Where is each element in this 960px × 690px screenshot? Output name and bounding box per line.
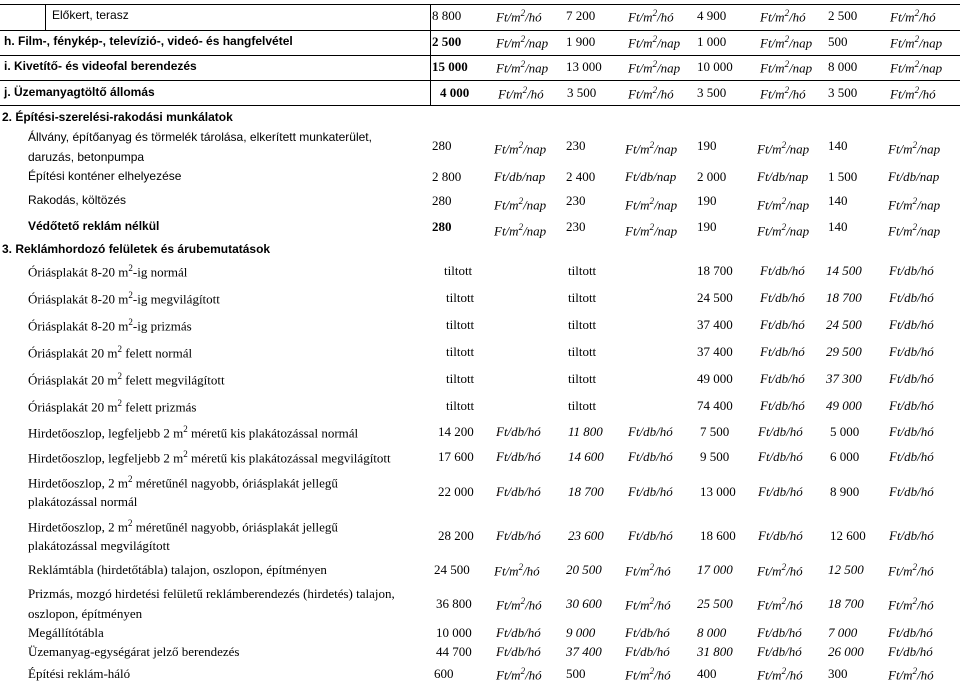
price-value: tiltott bbox=[444, 263, 473, 278]
table-border bbox=[45, 4, 46, 30]
table-border bbox=[0, 30, 960, 31]
price-value: tiltott bbox=[568, 317, 597, 332]
price-value: 2 500 bbox=[432, 34, 462, 49]
price-value: 24 500 bbox=[826, 317, 862, 332]
price-value: 230 bbox=[566, 193, 586, 208]
price-value: 280 bbox=[432, 219, 452, 234]
price-value: 36 800 bbox=[436, 596, 472, 611]
price-unit: Ft/db/hó bbox=[889, 371, 934, 386]
price-value: tiltott bbox=[446, 290, 475, 305]
price-value: 8 000 bbox=[828, 59, 858, 74]
price-value: 11 800 bbox=[568, 424, 603, 439]
price-value: 18 700 bbox=[697, 263, 733, 278]
table-border bbox=[0, 4, 960, 5]
price-unit: $Ft/m^2$/nap bbox=[890, 34, 943, 51]
price-value: 23 600 bbox=[568, 528, 604, 543]
price-value: 17 600 bbox=[438, 449, 474, 464]
price-value: tiltott bbox=[568, 290, 597, 305]
price-unit: $Ft/m^2$/nap bbox=[494, 140, 547, 157]
price-unit: $Ft/m^2/hó$ bbox=[757, 562, 803, 579]
price-value: tiltott bbox=[568, 371, 597, 386]
price-unit: Ft/db/hó bbox=[496, 484, 541, 499]
price-value: 7 000 bbox=[828, 625, 858, 640]
price-unit: $Ft/m^2/hó$ bbox=[625, 666, 671, 683]
price-value: 14 500 bbox=[826, 263, 862, 278]
price-value: 7 200 bbox=[566, 8, 596, 23]
price-unit: Ft/db/hó bbox=[757, 644, 802, 659]
price-unit: $Ft/m^2/hó$ bbox=[494, 562, 540, 579]
price-value: 280 bbox=[432, 193, 452, 208]
price-value: 26 000 bbox=[828, 644, 864, 659]
price-unit: $Ft/m^2/hó$ bbox=[890, 85, 936, 102]
price-value: tiltott bbox=[446, 317, 475, 332]
table-border bbox=[0, 80, 960, 81]
price-unit: $Ft/m^2$/nap bbox=[494, 222, 547, 239]
row-label: Óriásplakát 8-20 $m^2-ig$ normál bbox=[28, 263, 188, 280]
price-unit: Ft/db/hó bbox=[889, 424, 934, 439]
table-border bbox=[0, 55, 960, 56]
price-unit: Ft/db/hó bbox=[889, 398, 934, 413]
price-unit: $Ft/m^2/hó$ bbox=[760, 85, 806, 102]
price-unit: $Ft/m^2$/nap bbox=[888, 222, 941, 239]
price-unit: $Ft/m^2/hó$ bbox=[625, 596, 671, 613]
price-unit: $Ft/m^2/hó$ bbox=[757, 666, 803, 683]
price-unit: Ft/db/hó bbox=[889, 263, 934, 278]
row-label: Megállítótábla bbox=[28, 625, 104, 640]
price-value: 12 500 bbox=[828, 562, 864, 577]
price-value: 13 000 bbox=[566, 59, 602, 74]
price-unit: $Ft/m^2/hó$ bbox=[498, 85, 544, 102]
price-value: 4 900 bbox=[697, 8, 727, 23]
price-value: 4 000 bbox=[440, 85, 470, 100]
price-unit: $Ft/m^2/hó$ bbox=[496, 596, 542, 613]
price-unit: Ft/db/hó bbox=[758, 528, 803, 543]
row-label: plakátozással megvilágított bbox=[28, 538, 170, 553]
price-value: tiltott bbox=[446, 344, 475, 359]
price-unit: Ft/db/hó bbox=[758, 449, 803, 464]
price-value: 1 900 bbox=[566, 34, 596, 49]
price-value: 600 bbox=[434, 666, 454, 681]
price-value: 31 800 bbox=[697, 644, 733, 659]
row-label: Építési konténer elhelyezése bbox=[28, 169, 182, 183]
price-value: 37 400 bbox=[697, 344, 733, 359]
price-unit: $Ft/m^2$/nap bbox=[496, 34, 549, 51]
price-unit: $Ft/m^2/hó$ bbox=[628, 85, 674, 102]
row-label: plakátozással normál bbox=[28, 494, 138, 509]
price-unit: Ft/db/nap bbox=[494, 169, 546, 184]
price-value: 9 500 bbox=[700, 449, 730, 464]
price-value: 10 000 bbox=[436, 625, 472, 640]
price-value: 6 000 bbox=[830, 449, 860, 464]
price-value: 74 400 bbox=[697, 398, 733, 413]
price-unit: Ft/db/hó bbox=[889, 484, 934, 499]
row-label: h. Film-, fénykép‑, televízió-, videó- és hangfelvétel bbox=[4, 34, 293, 48]
row-label: Hirdetőoszlop, 2 $m^2$ méretűnél nagyobb, óriásplakát jellegű bbox=[28, 518, 338, 535]
price-unit: $Ft/m^2$/nap bbox=[760, 34, 813, 51]
price-unit: $Ft/m^2/hó$ bbox=[625, 562, 671, 579]
price-unit: $Ft/m^2/hó$ bbox=[496, 8, 542, 25]
price-unit: $Ft/m^2/hó$ bbox=[888, 596, 934, 613]
price-unit: Ft/db/nap bbox=[888, 169, 940, 184]
price-unit: Ft/db/hó bbox=[888, 625, 933, 640]
price-value: 500 bbox=[566, 666, 586, 681]
price-unit: Ft/db/hó bbox=[758, 484, 803, 499]
price-unit: Ft/db/hó bbox=[496, 449, 541, 464]
price-value: 18 700 bbox=[568, 484, 604, 499]
price-value: 8 900 bbox=[830, 484, 860, 499]
price-value: 25 500 bbox=[697, 596, 733, 611]
price-value: 2 000 bbox=[697, 169, 727, 184]
price-unit: Ft/db/hó bbox=[889, 317, 934, 332]
price-value: tiltott bbox=[568, 398, 597, 413]
price-unit: $Ft/m^2$/nap bbox=[890, 59, 943, 76]
row-label: Állvány, építőanyag és törmelék tárolása, elkerített munkaterület, bbox=[28, 130, 372, 144]
row-label: Hirdetőoszlop, legfeljebb 2 $m^2$ méretű kis plakátozással megvilágított bbox=[28, 449, 391, 466]
price-unit: Ft/db/hó bbox=[625, 644, 670, 659]
price-value: 18 600 bbox=[700, 528, 736, 543]
price-unit: $Ft/m^2$/nap bbox=[628, 34, 681, 51]
price-unit: Ft/db/hó bbox=[888, 644, 933, 659]
price-value: tiltott bbox=[446, 398, 475, 413]
row-label: Prizmás, mozgó hirdetési felületű reklámberendezés (hirdetés) talajon, bbox=[28, 586, 395, 601]
price-unit: Ft/db/hó bbox=[496, 644, 541, 659]
price-value: 280 bbox=[432, 138, 452, 153]
price-value: 140 bbox=[828, 138, 848, 153]
price-value: 190 bbox=[697, 219, 717, 234]
price-value: 140 bbox=[828, 193, 848, 208]
section-title: 3. Reklámhordozó felületek és árubemutatások bbox=[2, 242, 271, 256]
price-unit: Ft/db/hó bbox=[760, 290, 805, 305]
price-unit: $Ft/m^2$/nap bbox=[760, 59, 813, 76]
price-unit: $Ft/m^2$/nap bbox=[757, 222, 810, 239]
price-value: 44 700 bbox=[436, 644, 472, 659]
price-value: 3 500 bbox=[828, 85, 858, 100]
price-unit: Ft/db/hó bbox=[760, 263, 805, 278]
price-unit: Ft/db/hó bbox=[757, 625, 802, 640]
section-title: 2. Építési-szerelési-rakodási munkálatok bbox=[2, 110, 233, 124]
row-label: Előkert, terasz bbox=[52, 8, 129, 22]
price-unit: Ft/db/hó bbox=[628, 528, 673, 543]
price-value: 37 400 bbox=[566, 644, 602, 659]
row-label: Üzemanyag-egységárat jelző berendezés bbox=[28, 644, 240, 659]
price-value: 300 bbox=[828, 666, 848, 681]
price-value: 37 300 bbox=[826, 371, 862, 386]
table-border bbox=[0, 105, 960, 106]
price-value: 18 700 bbox=[828, 596, 864, 611]
row-label: Óriásplakát 8-20 $m^2-ig$ prizmás bbox=[28, 317, 192, 334]
price-value: 1 500 bbox=[828, 169, 858, 184]
price-unit: $Ft/m^2/hó$ bbox=[496, 666, 542, 683]
price-unit: Ft/db/hó bbox=[758, 424, 803, 439]
row-label: Óriásplakát 20 $m^2$ felett megvilágított bbox=[28, 371, 225, 388]
price-value: tiltott bbox=[568, 263, 597, 278]
price-value: 14 200 bbox=[438, 424, 474, 439]
price-unit: $Ft/m^2/hó$ bbox=[890, 8, 936, 25]
row-label: i. Kivetítő- és videofal berendezés bbox=[4, 59, 197, 73]
price-unit: Ft/db/hó bbox=[496, 625, 541, 640]
price-unit: $Ft/m^2/hó$ bbox=[760, 8, 806, 25]
price-unit: Ft/db/hó bbox=[496, 528, 541, 543]
price-value: 9 000 bbox=[566, 625, 596, 640]
price-value: 8 800 bbox=[432, 8, 462, 23]
price-value: 1 000 bbox=[697, 34, 727, 49]
row-label: Óriásplakát 8-20 $m^2-ig$ megvilágított bbox=[28, 290, 220, 307]
row-label: Védőtető reklám nélkül bbox=[28, 219, 160, 233]
price-value: 17 000 bbox=[697, 562, 733, 577]
price-value: 230 bbox=[566, 219, 586, 234]
price-value: 18 700 bbox=[826, 290, 862, 305]
price-value: 3 500 bbox=[697, 85, 727, 100]
price-unit: Ft/db/hó bbox=[760, 344, 805, 359]
price-unit: $Ft/m^2$/nap bbox=[757, 196, 810, 213]
price-unit: Ft/db/hó bbox=[889, 449, 934, 464]
price-unit: Ft/db/hó bbox=[496, 424, 541, 439]
price-value: 230 bbox=[566, 138, 586, 153]
price-value: 5 000 bbox=[830, 424, 860, 439]
price-value: 28 200 bbox=[438, 528, 474, 543]
price-unit: Ft/db/hó bbox=[760, 371, 805, 386]
price-value: 49 000 bbox=[826, 398, 862, 413]
row-label: Rakodás, költözés bbox=[28, 193, 127, 207]
row-label: Óriásplakát 20 $m^2$ felett prizmás bbox=[28, 398, 197, 415]
price-unit: Ft/db/hó bbox=[889, 528, 934, 543]
price-unit: $Ft/m^2$/nap bbox=[625, 140, 678, 157]
price-value: 20 500 bbox=[566, 562, 602, 577]
price-unit: Ft/db/hó bbox=[889, 344, 934, 359]
price-unit: $Ft/m^2/hó$ bbox=[888, 666, 934, 683]
price-value: 37 400 bbox=[697, 317, 733, 332]
row-label: Reklámtábla (hirdetőtábla) talajon, oszlopon, építményen bbox=[28, 562, 327, 577]
price-unit: Ft/db/hó bbox=[889, 290, 934, 305]
price-unit: Ft/db/hó bbox=[628, 484, 673, 499]
price-unit: Ft/db/hó bbox=[625, 625, 670, 640]
price-value: 400 bbox=[697, 666, 717, 681]
price-unit: Ft/db/hó bbox=[760, 398, 805, 413]
price-unit: $Ft/m^2$/nap bbox=[888, 196, 941, 213]
price-unit: $Ft/m^2$/nap bbox=[625, 196, 678, 213]
price-value: 14 600 bbox=[568, 449, 604, 464]
price-value: 12 600 bbox=[830, 528, 866, 543]
price-unit: $Ft/m^2$/nap bbox=[625, 222, 678, 239]
price-unit: $Ft/m^2$/nap bbox=[496, 59, 549, 76]
price-value: 2 500 bbox=[828, 8, 858, 23]
row-label: j. Üzemanyagtöltő állomás bbox=[4, 85, 155, 99]
price-unit: $Ft/m^2$/nap bbox=[888, 140, 941, 157]
price-value: 30 600 bbox=[566, 596, 602, 611]
row-label: Hirdetőoszlop, 2 $m^2$ méretűnél nagyobb, óriásplakát jellegű bbox=[28, 474, 338, 491]
price-value: 24 500 bbox=[697, 290, 733, 305]
price-unit: Ft/db/nap bbox=[757, 169, 809, 184]
row-label: Hirdetőoszlop, legfeljebb 2 $m^2$ méretű kis plakátozással normál bbox=[28, 424, 359, 441]
price-value: 2 400 bbox=[566, 169, 596, 184]
price-value: 13 000 bbox=[700, 484, 736, 499]
price-value: 29 500 bbox=[826, 344, 862, 359]
price-unit: Ft/db/hó bbox=[628, 449, 673, 464]
price-value: 3 500 bbox=[567, 85, 597, 100]
price-value: 49 000 bbox=[697, 371, 733, 386]
price-value: 190 bbox=[697, 138, 717, 153]
price-value: 8 000 bbox=[697, 625, 727, 640]
price-unit: $Ft/m^2/hó$ bbox=[628, 8, 674, 25]
price-unit: $Ft/m^2/hó$ bbox=[757, 596, 803, 613]
price-value: 140 bbox=[828, 219, 848, 234]
price-unit: $Ft/m^2/hó$ bbox=[888, 562, 934, 579]
price-value: 2 800 bbox=[432, 169, 462, 184]
price-unit: $Ft/m^2$/nap bbox=[494, 196, 547, 213]
row-label: Építési reklám-háló bbox=[28, 666, 131, 681]
price-value: 7 500 bbox=[700, 424, 730, 439]
price-value: 24 500 bbox=[434, 562, 470, 577]
price-value: 190 bbox=[697, 193, 717, 208]
price-unit: $Ft/m^2$/nap bbox=[757, 140, 810, 157]
price-value: 500 bbox=[828, 34, 848, 49]
price-value: 15 000 bbox=[432, 59, 468, 74]
row-label: Óriásplakát 20 $m^2$ felett normál bbox=[28, 344, 193, 361]
price-unit: Ft/db/hó bbox=[760, 317, 805, 332]
price-unit: Ft/db/hó bbox=[628, 424, 673, 439]
table-border bbox=[430, 4, 431, 105]
row-label: oszlopon, építményen bbox=[28, 606, 143, 621]
price-unit: Ft/db/nap bbox=[625, 169, 677, 184]
row-label: daruzás, betonpumpa bbox=[28, 150, 145, 164]
price-value: 10 000 bbox=[697, 59, 733, 74]
price-unit: $Ft/m^2$/nap bbox=[628, 59, 681, 76]
price-value: tiltott bbox=[568, 344, 597, 359]
price-value: 22 000 bbox=[438, 484, 474, 499]
price-value: tiltott bbox=[446, 371, 475, 386]
